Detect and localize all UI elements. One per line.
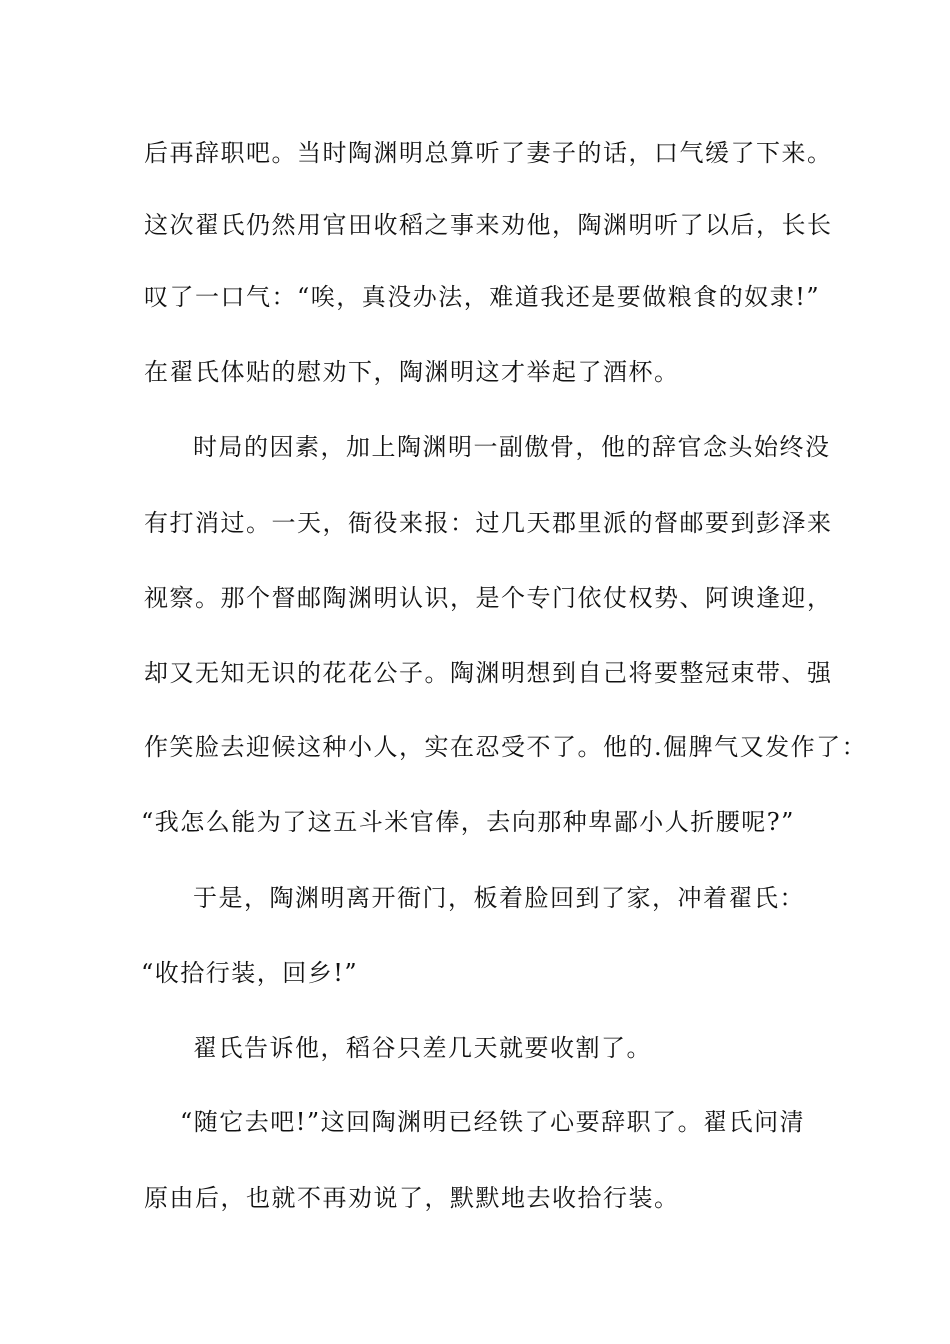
paragraph-start-line: 翟氏告诉他，稻谷只差几天就要收割了。 [193,1034,652,1062]
text-line-15: 原由后，也就不再劝说了，默默地去收拾行装。 [144,1184,680,1212]
text-line-6: 有打消过。一天，衙役来报：过几天郡里派的督邮要到彭泽来 [144,509,833,537]
paragraph-start-line: 于是，陶渊明离开衙门，板着脸回到了家，冲着翟氏： [193,884,805,912]
quote-line: “我怎么能为了这五斗米官俸，去向那种卑鄙小人折腰呢?” [141,808,795,836]
text-line-7: 视察。那个督邮陶渊明认识，是个专门依仗权势、阿谀逢迎， [144,584,833,612]
text-line-2: 这次翟氏仍然用官田收稻之事来劝他，陶渊明听了以后，长长 [144,211,833,239]
text-line-4: 在翟氏体贴的慰劝下，陶渊明这才举起了酒杯。 [144,358,680,386]
text-line-3: 叹了一口气：“唉，真没办法，难道我还是要做粮食的奴隶!” [144,283,821,311]
paragraph-start-line: “随它去吧!”这回陶渊明已经铁了心要辞职了。翟氏问清 [180,1108,806,1136]
paragraph-start-line: 时局的因素，加上陶渊明一副傲骨，他的辞官念头始终没 [193,433,831,461]
quote-line: “收拾行装，回乡!” [141,959,359,987]
text-line-8: 却又无知无识的花花公子。陶渊明想到自己将要整冠束带、强 [144,659,833,687]
text-line-1: 后再辞职吧。当时陶渊明总算听了妻子的话，口气缓了下来。 [144,139,833,167]
text-line-9: 作笑脸去迎候这种小人，实在忍受不了。他的.倔脾气又发作了： [144,733,868,761]
